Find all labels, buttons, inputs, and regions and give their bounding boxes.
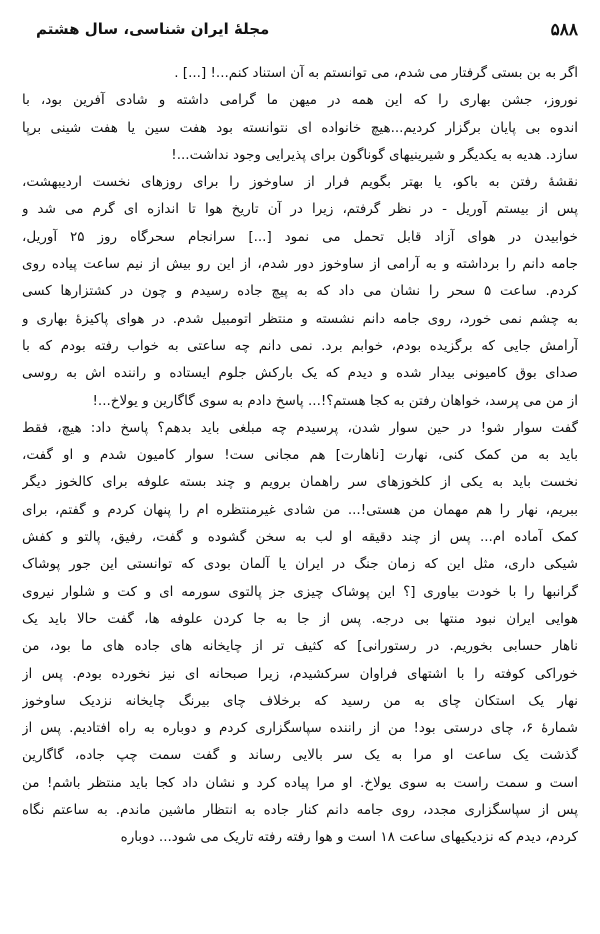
text-line: پس از سپاسگزاری مجدد، روی جامه دانم کنار جاده به انتظار ماشین ماندم. به ساعتم نگاه — [22, 802, 578, 819]
text-line: کمک آماده ام... پس از چند دقیقه او لب به سخن گشوده و گفت، رفیق، پالتو و کفش — [22, 529, 578, 546]
text-line: به چشم نمی خورد، روی جامه دانم نشسته و منتظر اتومبیل شدم. در هوای پاکیزهٔ بهاری و — [22, 310, 578, 327]
page-header — [28, 14, 578, 54]
text-line: گفت سوار شو! در حین سوار شدن، پرسیدم چه مبلغی باید بدهم؟ پاسخ داد: هیچ، فقط — [22, 419, 578, 436]
text-line: پس از بیستم آوریل - در نظر گرفتم، زیرا در آن تاریخ هوا تا اندازه ای گرم می شد و — [22, 201, 578, 218]
journal-title: مجلهٔ ایران شناسی، سال هشتم — [36, 20, 270, 38]
text-line: نقشهٔ رفتن به باکو، یا بهتر بگویم فرار از ساوخوز را برای روزهای نخست اردیبهشت، — [22, 174, 578, 191]
text-line: کردم. ساعت ۵ سحر را نشان می داد که به پیچ جاده رسیدم و چون در کشتزارها کسی — [22, 283, 578, 300]
text-line: هوایی ایران نبود منتها بی درجه. پس از جا به جا کردن علوفه ها، گفت حالا باید یک — [22, 610, 578, 627]
paragraph — [22, 169, 578, 415]
text-line: نخست باید به یکی از کلخوزهای سر راهمان برویم و چند بسته علوفه برای کالخوز دیگر — [22, 474, 578, 491]
text-line: گذشت یک ساعت او مرا به یک سر بالایی رساند و گفت سمت چپ جاده، گاگارین — [22, 747, 578, 764]
text-line: اگر به بن بستی گرفتار می شدم، می توانستم به آن استناد کنم...! [...] . — [174, 65, 578, 81]
text-line: است و سمت راست به سوی یولاخ. او مرا پیاده کرد و نشان داد کجا باید منتظر باشم! من — [22, 774, 578, 791]
paragraph — [22, 60, 578, 87]
text-line: جامه دانم را برداشته و به آرامی از ساوخوز دور شدم، از این رو بیش از نیم ساعت پیاده روی — [22, 256, 578, 273]
text-line: سازد. هدیه به یکدیگر و شیرینیهای گوناگون برای پذیرایی وجود نداشت...! — [171, 146, 578, 163]
page-number: ۵۸۸ — [550, 20, 578, 40]
text-line: شیکی داری، مثل این که زمان جنگ در ایران یا آلمان بودی که توانستی این جور پوشاک — [22, 556, 578, 573]
paragraph — [22, 87, 578, 169]
text-line: آرامش جایی که برگزیده بودم، خوابم برد. نمی دانم چه ساعتی به خواب رفته بودم که با — [22, 337, 578, 354]
text-line: خوابیدن در هوای آزاد قابل تحمل می نمود [...] سرانجام سحرگاه روز ۲۵ آوریل، — [22, 228, 578, 245]
text-line: ببریم، نهار را هم مهمان من هستی!... من شادی غیرمنتظره ام را پنهان کردم و گفتم، برای — [22, 501, 578, 518]
text-line: ناهار حسابی بخوریم. در رستورانی] که کثیف تر از چایخانه های جاده های ما بود، من — [22, 638, 578, 655]
text-line: نهار یک استکان چای به من رسید که برخلاف چای بیرنگ چایخانه نزدیک ساوخوز — [22, 692, 578, 709]
body-text — [22, 60, 578, 852]
text-line: کردم، دیدم که نزدیکیهای ساعت ۱۸ است و هوا رفته رفته تاریک می شود... دوباره — [120, 829, 578, 846]
text-line: خوراکی کوفته را با اشتهای فراوان سرکشیدم، زیرا صبحانه ای نیز نخورده بودم. پس از — [22, 665, 578, 682]
text-line: شمارهٔ ۶، چای درستی بود! من از راننده سپاسگزاری کردم و دوباره به راه افتادیم. پس از — [22, 720, 578, 737]
text-line: باید به من کمک کنی، نهارت [ناهارت] هم مجانی ست! سوار کامیون شدم و او گفت، — [22, 447, 578, 464]
text-line: از من می پرسد، خواهان رفتن به کجا هستم؟!... پاسخ دادم به سوی گاگارین و یولاخ...! — [92, 392, 578, 409]
text-line: گرانبها را با خودت بیاوری [؟ این پوشاک چیزی جز پالتوی سورمه ای و کت و شلوار نیروی — [22, 583, 578, 600]
text-line: نوروز، جشن بهاری را که این همه در میهن ما گرامی داشته و شادی آفرین بود، با — [22, 92, 578, 109]
text-line: اندوه بی پایان برگزار کردیم...هیچ خانواده ای نتوانسته بود هفت سین یا هفت شینی برپا — [22, 119, 578, 136]
text-line: صدای بوق کامیونی بیدار شده و دیدم که یک بارکش جلوم ایستاده و راننده اش به روسی — [22, 365, 578, 382]
paragraph — [22, 415, 578, 852]
